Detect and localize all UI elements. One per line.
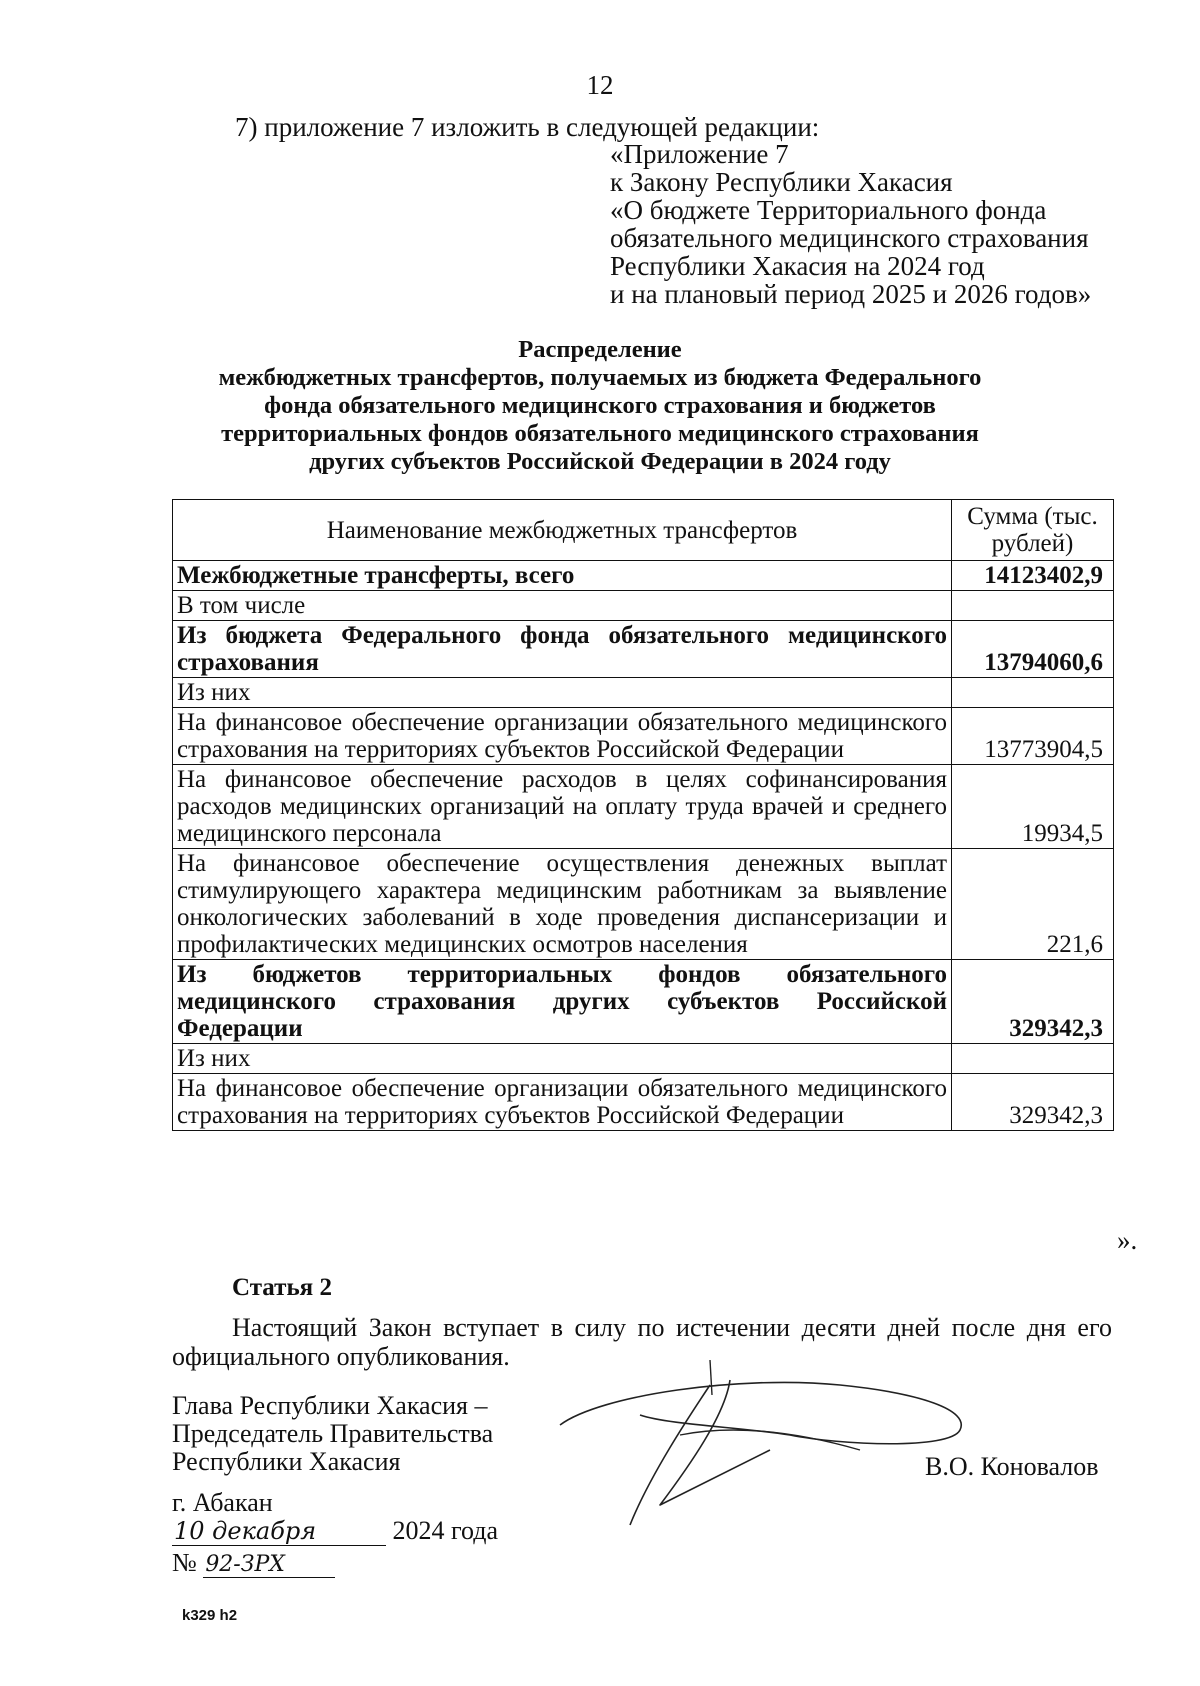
heading-line: фонда обязательного медицинского страхования и бюджетов bbox=[264, 392, 936, 419]
appendix-header bbox=[610, 140, 1091, 308]
closing-quote: ». bbox=[1117, 1225, 1138, 1255]
appendix-line: Республики Хакасия на 2024 год bbox=[610, 251, 985, 281]
table-header-row bbox=[173, 500, 1114, 561]
page-number: 12 bbox=[586, 70, 614, 100]
table-row bbox=[173, 591, 1114, 621]
table-row bbox=[173, 960, 1114, 1044]
handwritten-date: 10 декабря bbox=[172, 1517, 386, 1546]
row-name: Из бюджета Федерального фонда обязательного медицинского страхования bbox=[173, 621, 952, 678]
signer-title-line: Глава Республики Хакасия – bbox=[172, 1391, 488, 1420]
appendix-line: и на плановый период 2025 и 2026 годов» bbox=[610, 279, 1092, 309]
heading-line: территориальных фондов обязательного медицинского страхования bbox=[221, 420, 979, 447]
handwritten-number: 92-ЗРХ bbox=[203, 1552, 335, 1578]
article-text: Настоящий Закон вступает в силу по истечении десяти дней после дня его официального опубликования. bbox=[172, 1313, 1112, 1371]
table-row bbox=[173, 765, 1114, 849]
row-name: На финансовое обеспечение организации обязательного медицинского страхования на территориях субъектов Российской Федерации bbox=[173, 1074, 952, 1131]
signer-title-line: Председатель Правительства bbox=[172, 1419, 494, 1448]
row-name: Из них bbox=[173, 1044, 952, 1074]
row-name: На финансовое обеспечение организации обязательного медицинского страхования на территориях субъектов Российской Федерации bbox=[173, 708, 952, 765]
row-name: Из них bbox=[173, 678, 952, 708]
row-amount bbox=[952, 678, 1114, 708]
date-year: 2024 года bbox=[392, 1516, 499, 1545]
signer-title bbox=[172, 1392, 493, 1476]
transfers-table bbox=[172, 499, 1114, 1131]
column-header-name: Наименование межбюджетных трансфертов bbox=[173, 500, 952, 561]
table-row bbox=[173, 708, 1114, 765]
signature-image bbox=[540, 1355, 1000, 1535]
row-amount: 329342,3 bbox=[952, 960, 1114, 1044]
appendix-line: к Закону Республики Хакасия bbox=[610, 167, 953, 197]
table-row bbox=[173, 561, 1114, 591]
table-row bbox=[173, 849, 1114, 960]
column-header-amount: Сумма (тыс. рублей) bbox=[952, 500, 1114, 561]
place: г. Абакан bbox=[172, 1488, 273, 1517]
document-code: k329 h2 bbox=[182, 1607, 238, 1624]
row-name: В том числе bbox=[173, 591, 952, 621]
row-amount bbox=[952, 1044, 1114, 1074]
row-amount bbox=[952, 591, 1114, 621]
appendix-line: «Приложение 7 bbox=[610, 139, 789, 169]
signing-date bbox=[172, 1516, 498, 1546]
number-prefix: № bbox=[172, 1548, 197, 1577]
signer-title-line: Республики Хакасия bbox=[172, 1447, 401, 1476]
row-name: Межбюджетные трансферты, всего bbox=[173, 561, 952, 591]
row-name: На финансовое обеспечение осуществления денежных выплат стимулирующего характера медицинским работникам за выявление онкологических заболеваний в ходе проведения диспансеризации и профилактических медицинских осмотров населения bbox=[173, 849, 952, 960]
row-name: Из бюджетов территориальных фондов обязательного медицинского страхования других субъектов Российской Федерации bbox=[173, 960, 952, 1044]
heading-line: межбюджетных трансфертов, получаемых из бюджета Федерального bbox=[218, 364, 982, 391]
row-amount: 14123402,9 bbox=[952, 561, 1114, 591]
article-title: Статья 2 bbox=[232, 1274, 332, 1301]
row-amount: 13773904,5 bbox=[952, 708, 1114, 765]
table-heading bbox=[150, 336, 1050, 476]
row-amount: 329342,3 bbox=[952, 1074, 1114, 1131]
table-row bbox=[173, 1044, 1114, 1074]
table-row bbox=[173, 678, 1114, 708]
row-name: На финансовое обеспечение расходов в целях софинансирования расходов медицинских организаций на оплату труда врачей и среднего медицинского персонала bbox=[173, 765, 952, 849]
table-row bbox=[173, 621, 1114, 678]
appendix-line: обязательного медицинского страхования bbox=[610, 223, 1089, 253]
row-amount: 221,6 bbox=[952, 849, 1114, 960]
row-amount: 13794060,6 bbox=[952, 621, 1114, 678]
heading-line: других субъектов Российской Федерации в 2024 году bbox=[309, 448, 891, 475]
row-amount: 19934,5 bbox=[952, 765, 1114, 849]
law-number bbox=[172, 1548, 335, 1578]
amendment-intro: 7) приложение 7 изложить в следующей редакции: bbox=[235, 112, 820, 142]
heading-line: Распределение bbox=[518, 336, 682, 363]
table-row bbox=[173, 1074, 1114, 1131]
signer-name: В.О. Коновалов bbox=[925, 1452, 1099, 1481]
appendix-line: «О бюджете Территориального фонда bbox=[610, 195, 1047, 225]
